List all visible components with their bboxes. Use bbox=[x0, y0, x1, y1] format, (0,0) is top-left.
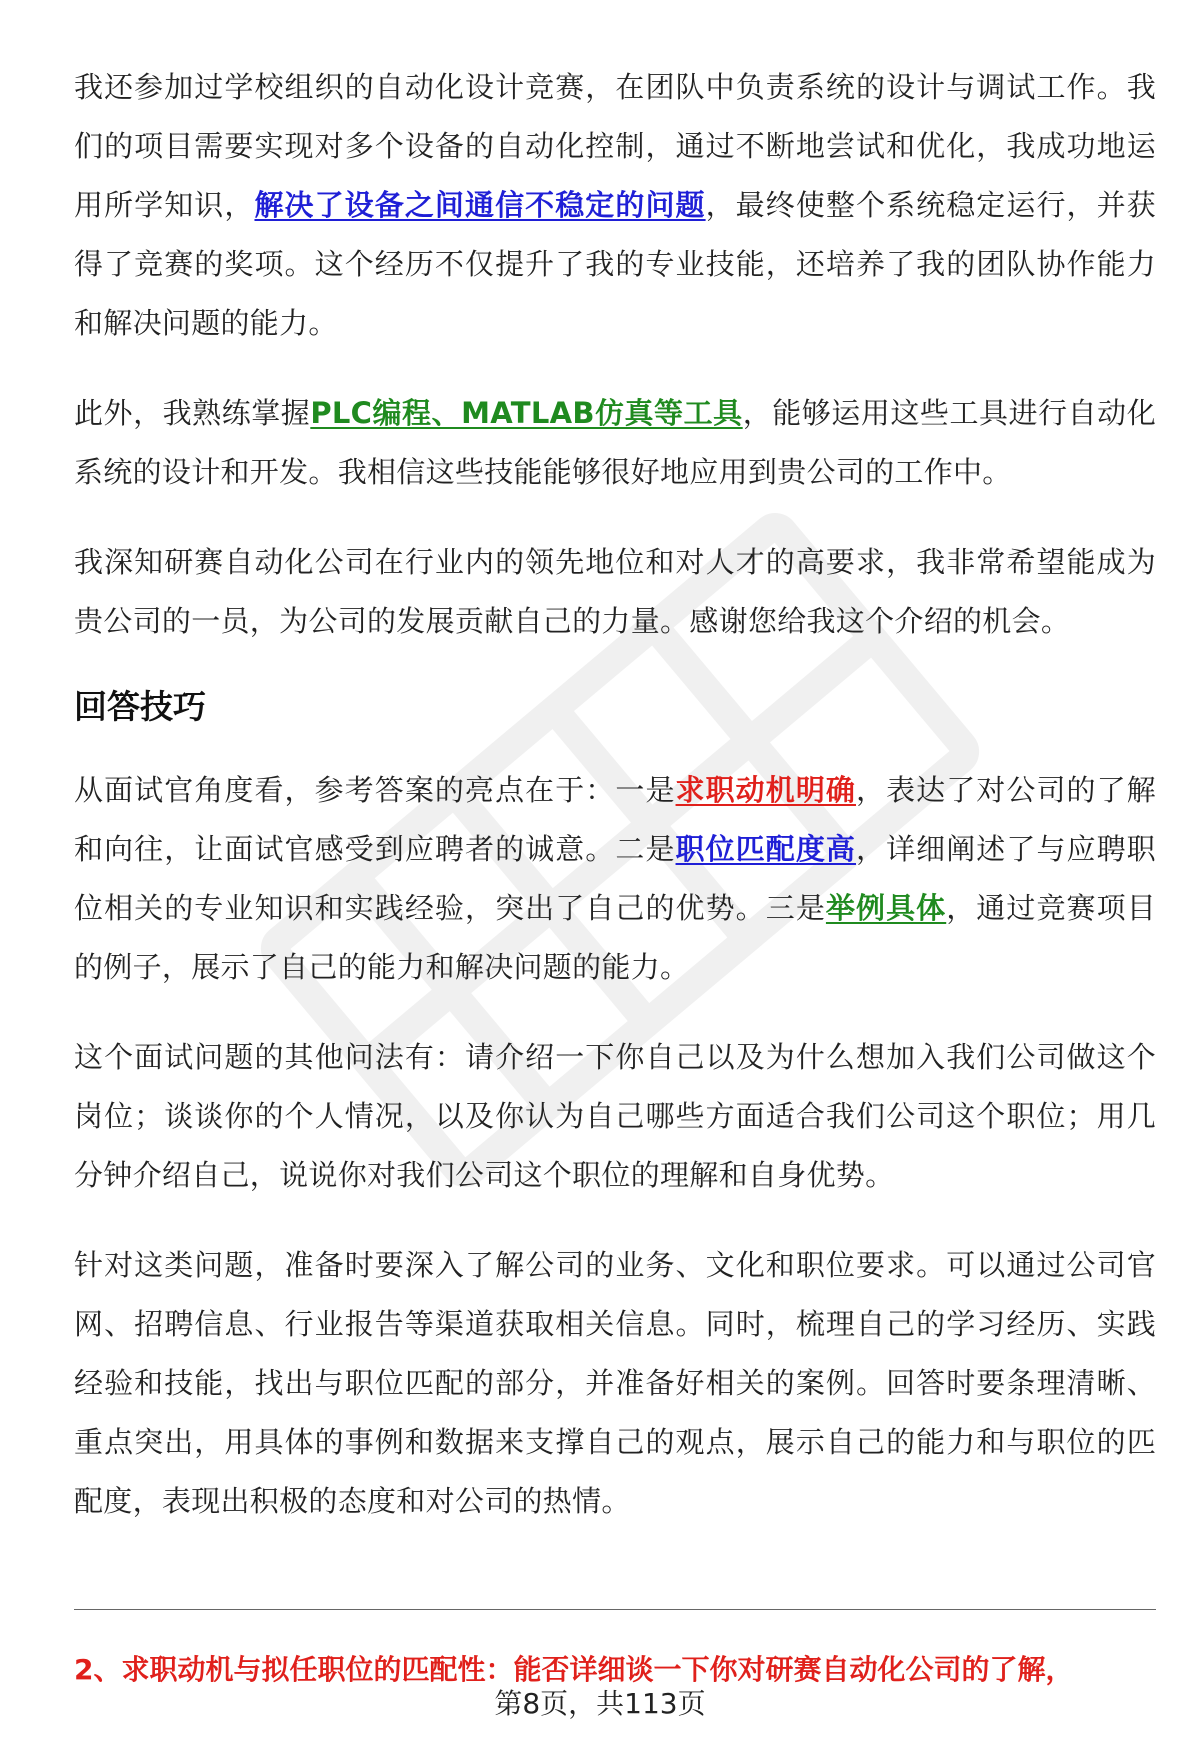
paragraph-preparation: 针对这类问题，准备时要深入了解公司的业务、文化和职位要求。可以通过公司官网、招聘信息、行业报告等渠道获取相关信息。同时，梳理自己的学习经历、实践经验和技能，找出与职位匹配的部分，并准备好相关的案例。回答时要条理清晰、重点突出，用具体的事例和数据来支撑自己的观点，展示自己的能力和与职位的匹配度，表现出积极的态度和对公司的热情。 bbox=[74, 1248, 1156, 1518]
paragraph-closing: 我深知研赛自动化公司在行业内的领先地位和对人才的高要求，我非常希望能成为贵公司的一员，为公司的发展贡献自己的力量。感谢您给我这个介绍的机会。 bbox=[74, 545, 1156, 638]
text: ，表达了对公司的了解和向往，让面试官感受到应聘者的诚意。二是 bbox=[74, 773, 1156, 866]
text: ，通过竞赛项目的例子，展示了自己的能力和解决问题的能力。 bbox=[74, 891, 1156, 984]
document-body bbox=[74, 58, 1156, 1562]
text: ，能够运用这些工具进行自动化系统的设计和开发。我相信这些技能能够很好地应用到贵公司的工作中。 bbox=[74, 396, 1156, 489]
text: 我还参加过学校组织的自动化设计竞赛，在团队中负责系统的设计与调试工作。我们的项目需要实现对多个设备的自动化控制，通过不断地尝试和优化，我成功地运用所学知识， bbox=[74, 70, 1156, 222]
highlight-tools: PLC编程、MATLAB仿真等工具 bbox=[310, 396, 743, 430]
highlight-examples: 举例具体 bbox=[825, 891, 947, 925]
highlight-communication-fix: 解决了设备之间通信不稳定的问题 bbox=[254, 188, 706, 222]
text: ，详细阐述了与应聘职位相关的专业知识和实践经验，突出了自己的优势。三是 bbox=[74, 832, 1156, 925]
text: ，最终使整个系统稳定运行，并获得了竞赛的奖项。这个经历不仅提升了我的专业技能，还培养了我的团队协作能力和解决问题的能力。 bbox=[74, 188, 1156, 340]
paragraph-alternative-questions: 这个面试问题的其他问法有：请介绍一下你自己以及为什么想加入我们公司做这个岗位；谈谈你的个人情况，以及你认为自己哪些方面适合我们公司这个职位；用几分钟介绍自己，说说你对我们公司这个职位的理解和自身优势。 bbox=[74, 1040, 1156, 1192]
paragraph-tips-highlights bbox=[74, 761, 1156, 997]
next-question-title: 2、求职动机与拟任职位的匹配性：能否详细谈一下你对研赛自动化公司的了解， bbox=[74, 1653, 1074, 1686]
paragraph-competition bbox=[74, 58, 1156, 353]
highlight-motivation: 求职动机明确 bbox=[675, 773, 856, 807]
divider-line bbox=[74, 1609, 1156, 1610]
paragraph-tools bbox=[74, 384, 1156, 502]
highlight-job-match: 职位匹配度高 bbox=[675, 832, 856, 866]
section-heading: 回答技巧 bbox=[74, 687, 206, 726]
text: 此外，我熟练掌握 bbox=[74, 396, 311, 430]
text: 从面试官角度看，参考答案的亮点在于：一是 bbox=[74, 773, 676, 807]
page-footer: 第8页，共113页 bbox=[494, 1687, 706, 1720]
